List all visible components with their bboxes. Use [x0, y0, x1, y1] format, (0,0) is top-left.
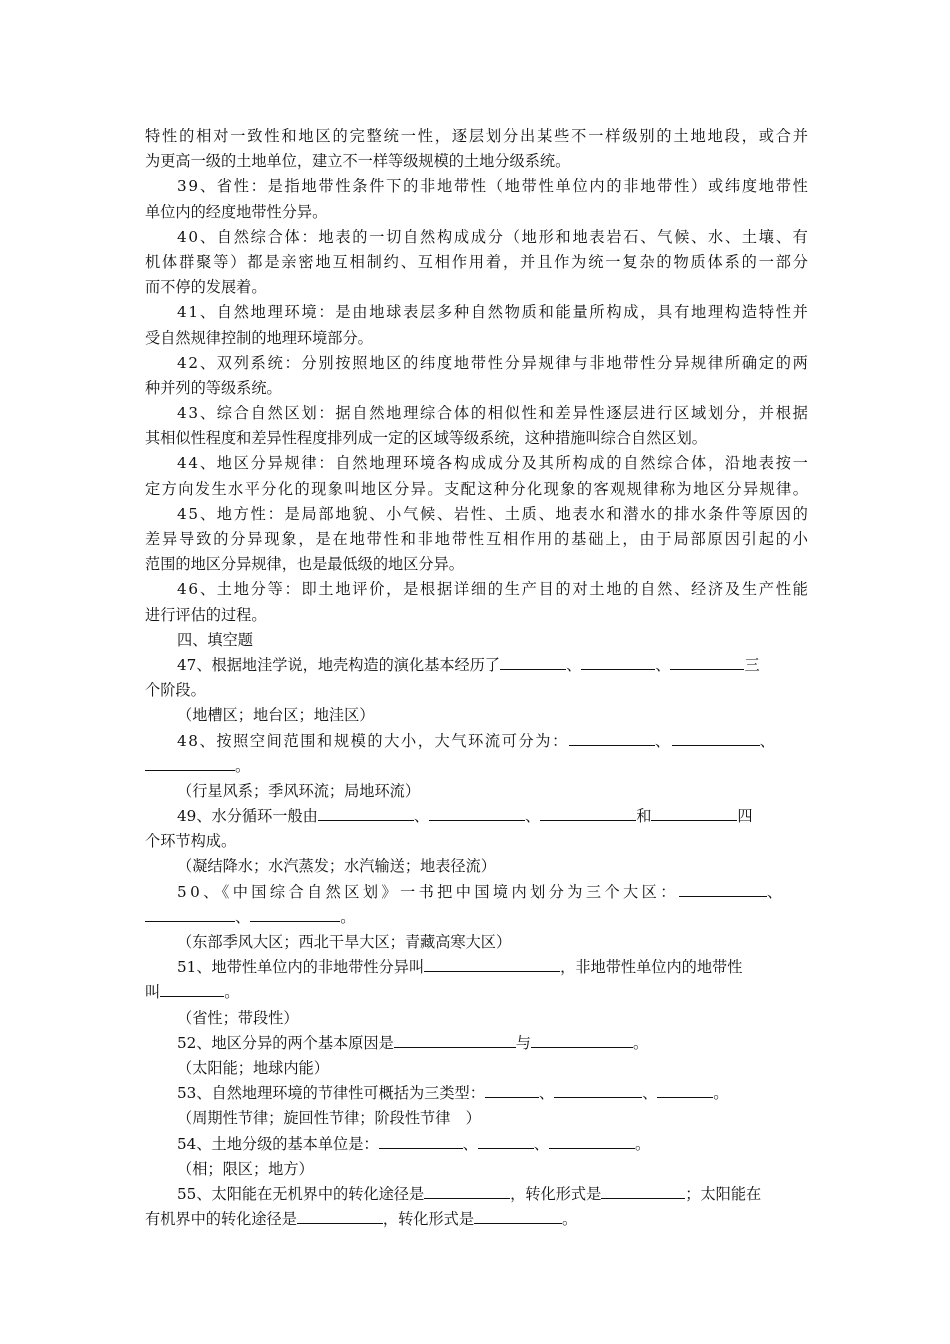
question-53 — [145, 1081, 808, 1106]
question-text: 有机界中的转化途径是 — [145, 1210, 297, 1229]
answer-key: （行星风系；季风环流；局地环流） — [177, 781, 420, 800]
answer-blank[interactable] — [474, 1210, 562, 1224]
question-text: 与 — [515, 1033, 531, 1052]
question-text: 叫 — [145, 983, 161, 1002]
question-text: 50、《中国综合自然区划》一书把中国境内划分为三个大区： — [177, 882, 679, 901]
text-line: 个环节构成。 — [145, 832, 237, 851]
text-line: 而不停的发展着。 — [145, 278, 267, 297]
separator: 、 — [462, 1134, 478, 1153]
question-text: 48、按照空间范围和规模的大小，大气环流可分为： — [177, 731, 569, 750]
separator: 、 — [766, 882, 786, 901]
separator: 。 — [632, 1033, 649, 1052]
definition-40: 4 0 、 自 然 综 合 体 ： 地 表 的 一 切 自 然 构 成 成 分 （ 地 形 和 地 表 岩 石 、 气 候 、 水 、 土 壤 、 有 — [177, 227, 808, 246]
definition-45: 4 5 、 地 方 性 ： 是 局 部 地 貌 、 小 气 候 、 岩 性 、 土 质 、 地 表 水 和 潜 水 的 排 水 条 件 等 原 因 的 — [177, 504, 808, 523]
answer-blank[interactable] — [297, 1210, 383, 1224]
text-line: 单位内的经度地带性分异。 — [145, 202, 328, 221]
answer-blank[interactable] — [672, 732, 760, 746]
answer-key: （凝结降水；水汽蒸发；水汽输送；地表径流） — [177, 857, 496, 876]
separator: 。 — [340, 907, 356, 926]
definition-44: 4 4 、 地 区 分 异 规 律 ： 自 然 地 理 环 境 各 构 成 成 分 及 其 所 构 成 的 自 然 综 合 体 ， 沿 地 表 按 一 — [177, 454, 808, 473]
answer-blank[interactable] — [540, 807, 636, 821]
question-text: 53、自然地理环境的节律性可概括为三类型： — [177, 1084, 485, 1103]
text-line: 特 性 的 相 对 一 致 性 和 地 区 的 完 整 统 一 性 ， 逐 层 划 分 出 某 些 不 一 样 级 别 的 土 地 地 段 ， 或 合 并 — [145, 127, 808, 145]
question-54 — [145, 1132, 808, 1157]
separator: 、 — [235, 907, 251, 926]
question-51 — [145, 955, 808, 980]
text-line: 种并列的等级系统。 — [145, 378, 282, 397]
text-line: 范围的地区分异规律，也是最低级的地区分异。 — [145, 555, 464, 574]
section-heading: 四、填空题 — [177, 630, 253, 649]
question-55 — [145, 1182, 808, 1207]
separator: 、 — [533, 1134, 549, 1153]
answer-blank[interactable] — [581, 656, 655, 670]
answer-blank[interactable] — [394, 1034, 516, 1048]
separator: 、 — [566, 655, 582, 674]
question-49 — [145, 804, 808, 829]
definition-42: 4 2 、 双 列 系 统 ： 分 别 按 照 地 区 的 纬 度 地 带 性 分 异 规 律 与 非 地 带 性 分 异 规 律 所 确 定 的 两 — [177, 353, 808, 372]
answer-blank[interactable] — [657, 1084, 713, 1098]
text-line: 为更高一级的土地单位，建立不一样等级规模的土地分级系统。 — [145, 152, 571, 171]
question-text: ，转化形式是 — [382, 1210, 474, 1229]
text-line — [145, 905, 808, 930]
answer-blank[interactable] — [145, 908, 235, 922]
question-text: 54、土地分级的基本单位是： — [177, 1134, 379, 1153]
separator: 、 — [538, 1084, 555, 1103]
answer-blank[interactable] — [318, 807, 414, 821]
separator: 。 — [562, 1210, 578, 1229]
answer-key: （地槽区；地台区；地洼区） — [177, 706, 375, 725]
question-48 — [145, 729, 808, 754]
answer-blank[interactable] — [569, 732, 655, 746]
text-line: 个阶段。 — [145, 681, 206, 700]
answer-blank[interactable] — [554, 1084, 642, 1098]
answer-blank[interactable] — [670, 656, 744, 670]
answer-blank[interactable] — [429, 807, 525, 821]
text-line — [145, 1207, 808, 1232]
separator: 、 — [759, 731, 777, 750]
text-line: 其相似性程度和差异性程度排列成一定的区域等级系统，这种措施叫综合自然区划。 — [145, 429, 707, 448]
question-50 — [145, 880, 808, 905]
answer-blank[interactable] — [531, 1034, 633, 1048]
answer-key: （省性；带段性） — [177, 1008, 299, 1027]
question-text: 51、地带性单位内的非地带性分异叫 — [177, 958, 425, 977]
answer-blank[interactable] — [651, 807, 737, 821]
document-page — [145, 124, 808, 1232]
answer-blank[interactable] — [478, 1135, 534, 1149]
separator: 。 — [235, 756, 251, 775]
separator: 和 — [636, 807, 652, 826]
answer-key: （东部季风大区；西北干旱大区；青藏高寒大区） — [177, 933, 512, 951]
definition-46: 4 6 、 土 地 分 等 ： 即 土 地 评 价 ， 是 根 据 详 细 的 生 产 目 的 对 土 地 的 自 然 、 经 济 及 生 产 性 能 — [177, 580, 808, 599]
separator: 、 — [413, 807, 430, 826]
question-text: ；太阳能在 — [685, 1184, 762, 1203]
answer-blank[interactable] — [485, 1084, 539, 1098]
answer-blank[interactable] — [424, 1185, 510, 1199]
text-line — [145, 980, 808, 1005]
question-47 — [145, 653, 808, 678]
answer-blank[interactable] — [424, 958, 560, 972]
answer-key: （太阳能；地球内能） — [177, 1058, 329, 1077]
text-line — [145, 754, 808, 779]
answer-blank[interactable] — [601, 1185, 685, 1199]
question-text: 49、水分循环一般由 — [177, 807, 318, 826]
answer-blank[interactable] — [250, 908, 340, 922]
answer-blank[interactable] — [160, 983, 224, 997]
separator: 、 — [525, 807, 541, 826]
definition-39: 3 9 、 省 性 ： 是 指 地 带 性 条 件 下 的 非 地 带 性 （ 地 带 性 单 位 内 的 非 地 带 性 ） 或 纬 度 地 带 性 — [177, 177, 808, 196]
text-line: 定 方 向 发 生 水 平 分 化 的 现 象 叫 地 区 分 异 。 支 配 这 种 分 化 现 象 的 客 观 规 律 称 为 地 区 分 异 规 律 。 — [145, 479, 808, 498]
answer-blank[interactable] — [679, 883, 767, 897]
separator: 、 — [642, 1084, 658, 1103]
definition-41: 4 1 、 自 然 地 理 环 境 ： 是 由 地 球 表 层 多 种 自 然 物 质 和 能 量 所 构 成 ， 具 有 地 理 构 造 特 性 并 — [177, 303, 808, 322]
question-text: 52、地区分异的两个基本原因是 — [177, 1033, 394, 1052]
question-text: 47、根据地洼学说，地壳构造的演化基本经历了 — [177, 655, 501, 674]
separator: 。 — [713, 1084, 729, 1103]
text-line: 差 异 导 致 的 分 异 现 象 ， 是 在 地 带 性 和 非 地 带 性 互 相 作 用 的 基 础 上 ， 由 于 局 部 原 因 引 起 的 小 — [145, 530, 808, 548]
answer-key: （相；限区；地方） — [177, 1159, 314, 1178]
question-text: ，非地带性单位内的地带性 — [560, 958, 743, 977]
answer-blank[interactable] — [500, 656, 566, 670]
question-text: 三 — [744, 655, 760, 674]
question-text: 四 — [737, 807, 753, 826]
answer-blank[interactable] — [549, 1135, 635, 1149]
text-line: 受自然规律控制的地理环境部分。 — [145, 328, 373, 347]
separator: 、 — [655, 655, 671, 674]
text-line: 机 体 群 聚 等 ） 都 是 亲 密 地 互 相 制 约 、 互 相 作 用 着 ， 并 且 作 为 统 一 复 杂 的 物 质 体 系 的 一 部 分 — [145, 252, 808, 271]
answer-key: （周期性节律；旋回性节律；阶段性节律 ） — [177, 1109, 481, 1128]
text-line: 进行评估的过程。 — [145, 605, 267, 624]
separator: 、 — [654, 731, 672, 750]
question-text: 55、太阳能在无机界中的转化途径是 — [177, 1184, 425, 1203]
answer-blank[interactable] — [145, 757, 235, 771]
question-text: ，转化形式是 — [510, 1184, 602, 1203]
separator: 。 — [634, 1134, 651, 1153]
definition-43: 4 3 、 综 合 自 然 区 划 ： 据 自 然 地 理 综 合 体 的 相 似 性 和 差 异 性 逐 层 进 行 区 域 划 分 ， 并 根 据 — [177, 404, 808, 423]
separator: 。 — [224, 983, 240, 1002]
question-52 — [145, 1031, 808, 1056]
answer-blank[interactable] — [379, 1135, 463, 1149]
